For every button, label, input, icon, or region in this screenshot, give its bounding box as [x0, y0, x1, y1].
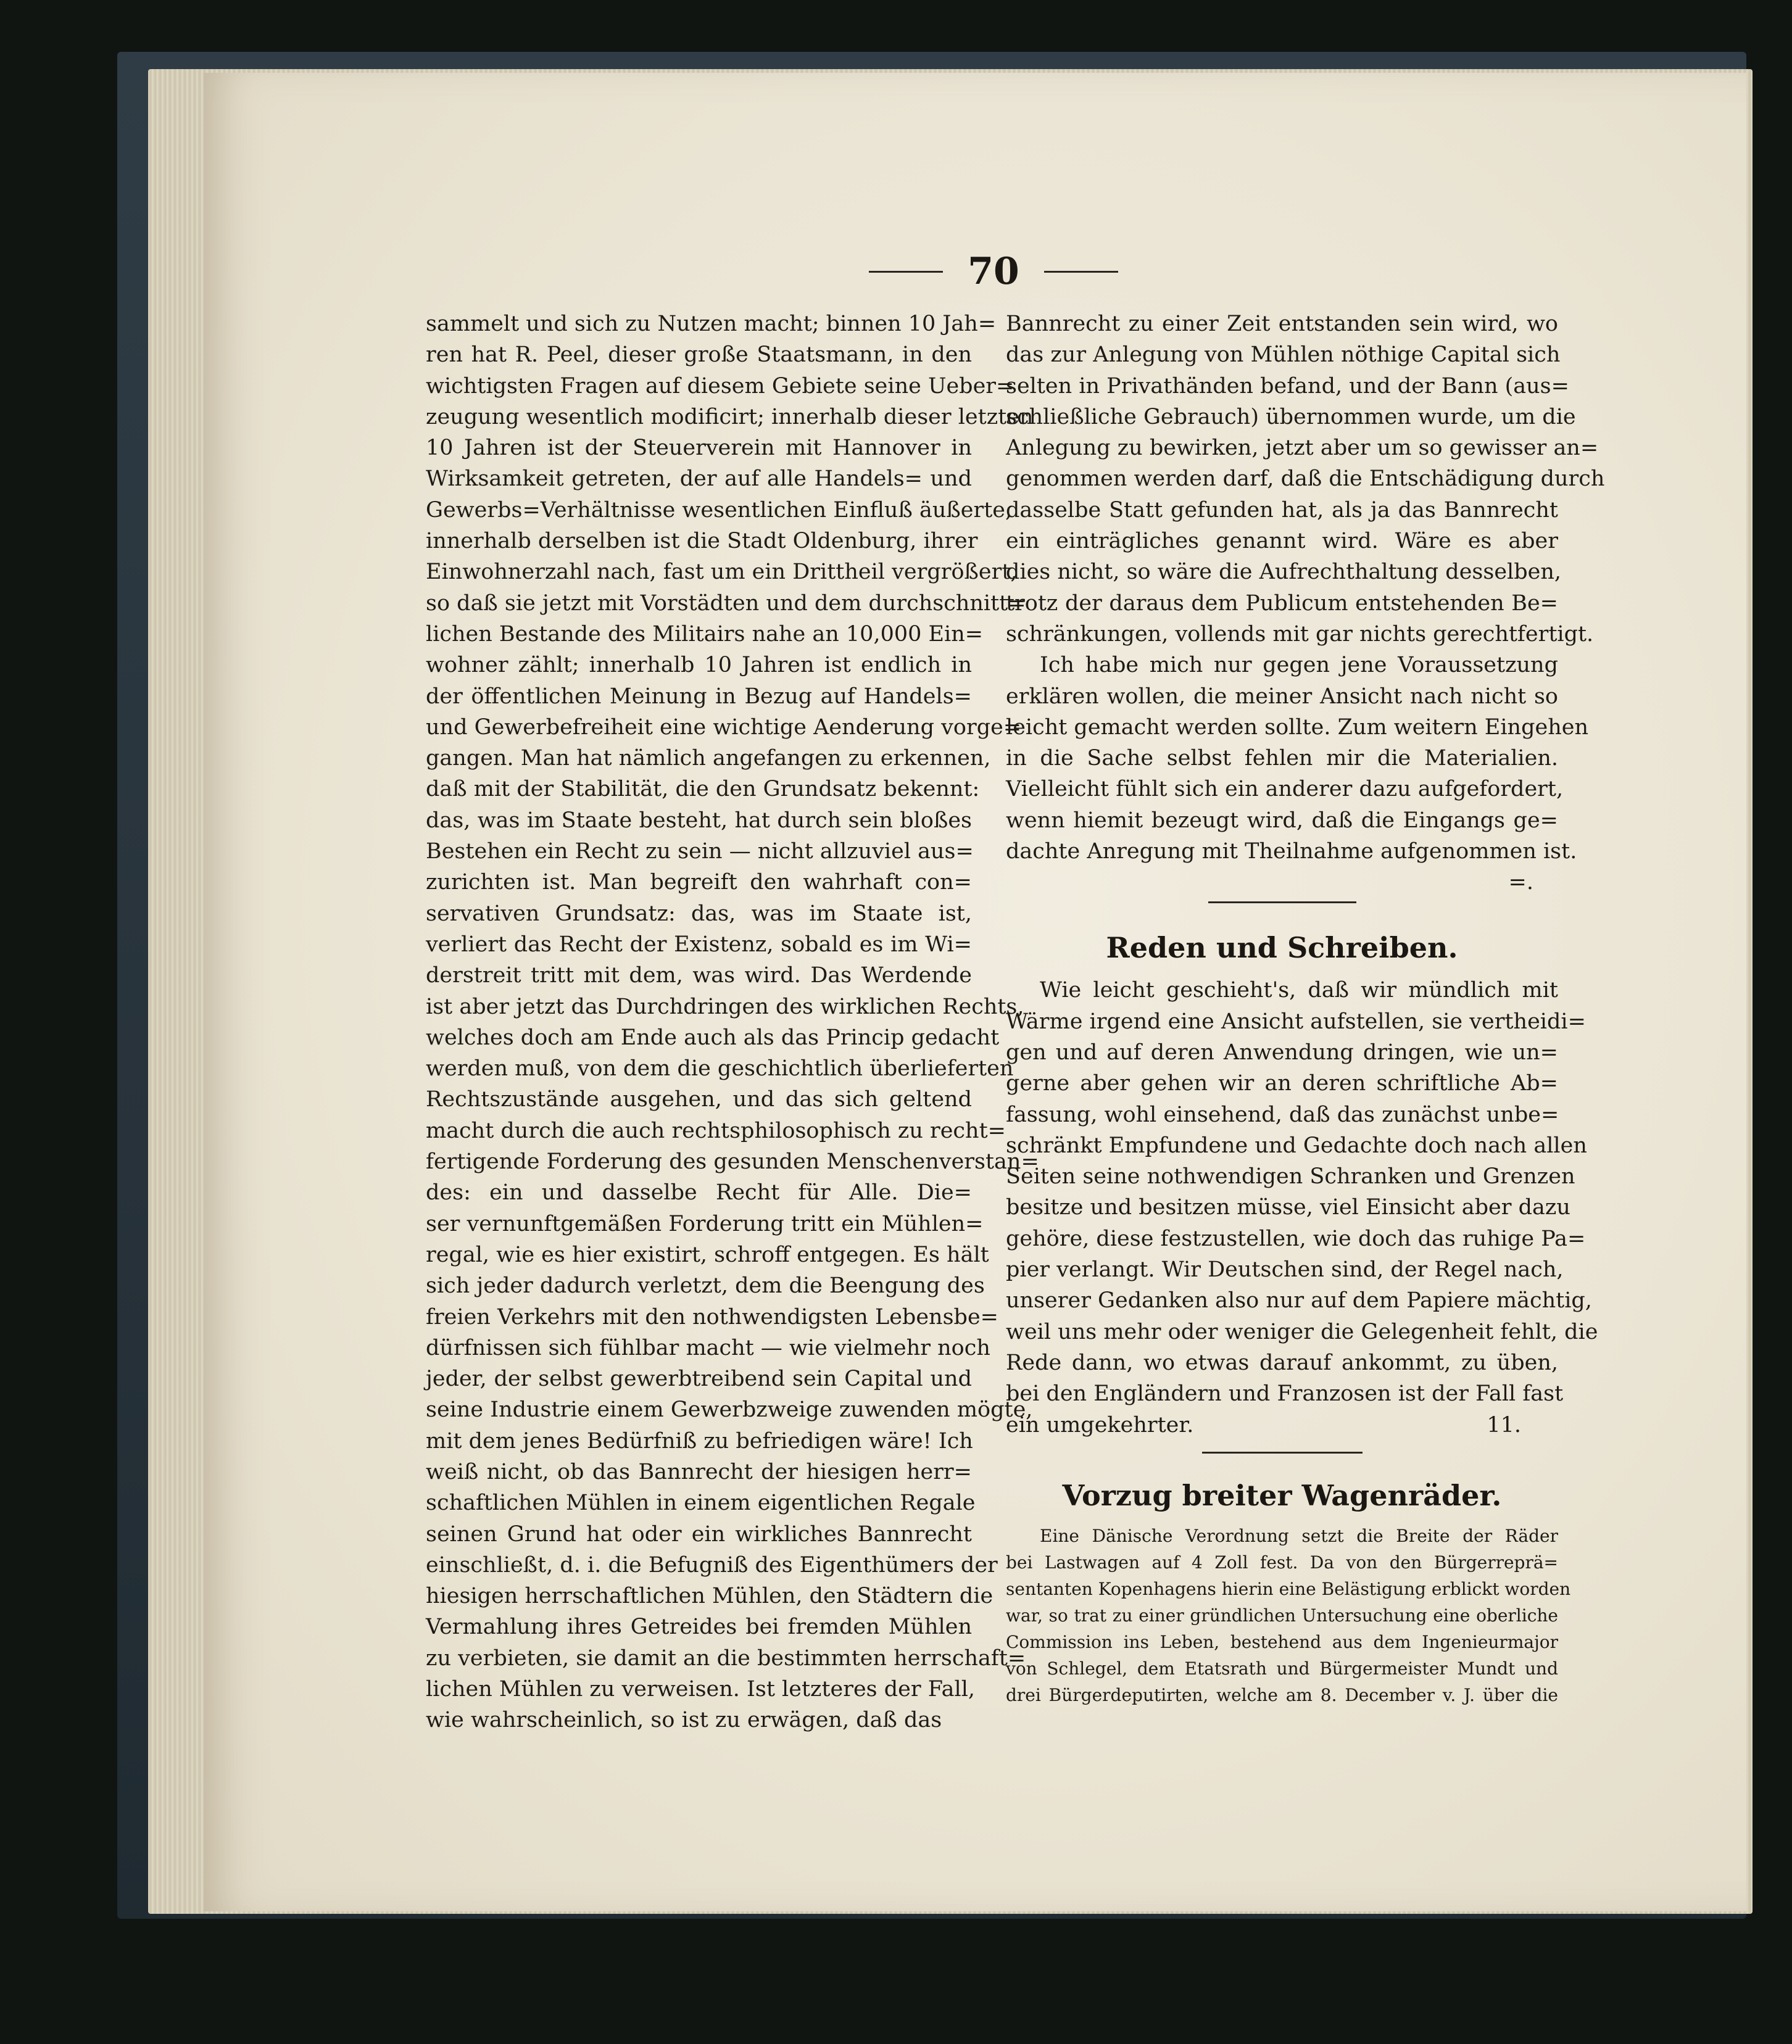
text-line: wichtigsten Fragen auf diesem Gebiete seine Ueber= — [426, 373, 1014, 399]
text-line: daß mit der Stabilität, die den Grundsatz bekennt: — [426, 777, 980, 802]
text-line: regal, wie es hier existirt, schroff entgegen. Es hält — [426, 1242, 989, 1267]
text-line: gehöre, diese festzustellen, wie doch das ruhige Pa= — [1006, 1226, 1586, 1251]
text-line: dürfnissen sich fühlbar macht — wie vielmehr noch — [426, 1335, 990, 1360]
text-line: Wärme irgend eine Ansicht aufstellen, sie vertheidi= — [1006, 1009, 1586, 1034]
text-line: pier verlangt. Wir Deutschen sind, der Regel nach, — [1006, 1257, 1564, 1283]
text-line: ein einträgliches genannt wird. Wäre es aber — [1006, 529, 1558, 554]
text-line: lichen Mühlen zu verweisen. Ist letzteres der Fall, — [426, 1677, 976, 1702]
text-line: dachte Anregung mit Theilnahme aufgenommen ist. — [1006, 839, 1577, 864]
text-line: zu verbieten, sie damit an die bestimmten herrschaft= — [426, 1645, 1026, 1671]
text-line: gangen. Man hat nämlich angefangen zu erkennen, — [426, 746, 991, 771]
text-line: wenn hiemit bezeugt wird, daß die Eingangs ge= — [1006, 808, 1558, 833]
text-line: Einwohnerzahl nach, fast um ein Drittheil vergrößert, — [426, 560, 1018, 585]
text-line: Eine Dänische Verordnung setzt die Breite der Räder — [1040, 1525, 1558, 1546]
text-line: sich jeder dadurch verletzt, dem die Beengung des — [426, 1273, 985, 1299]
text-line: drei Bürgerdeputirten, welche am 8. December v. J. über die — [1006, 1684, 1558, 1705]
text-line: jeder, der selbst gewerbtreibend sein Capital und — [426, 1367, 972, 1392]
text-line: seinen Grund hat oder ein wirkliches Bannrecht — [426, 1521, 972, 1547]
text-line: fertigende Forderung des gesunden Menschenverstan= — [426, 1149, 1039, 1175]
text-line: sammelt und sich zu Nutzen macht; binnen 10 Jah= — [426, 312, 997, 336]
text-line: wohner zählt; innerhalb 10 Jahren ist endlich in — [426, 653, 972, 678]
text-line: ren hat R. Peel, dieser große Staatsmann, in den — [426, 342, 972, 368]
text-line: Rede dann, wo etwas darauf ankommt, zu üben, — [1006, 1350, 1558, 1375]
text-line: Commission ins Leben, bestehend aus dem Ingenieurmajor — [1006, 1631, 1558, 1652]
text-line: macht durch die auch rechtsphilosophisch zu recht= — [426, 1118, 1006, 1143]
text-line: fassung, wohl einsehend, daß das zunächst unbe= — [1006, 1102, 1559, 1127]
heading-reden-und-schreiben: Reden und Schreiben. — [1106, 931, 1458, 965]
article-wagenraeder-text — [1006, 1523, 1571, 1708]
text-line: welches doch am Ende auch als das Princip gedacht — [426, 1025, 1000, 1050]
header-rule-left — [869, 271, 943, 273]
text-line: schränkt Empfundene und Gedachte doch nach allen — [1006, 1133, 1587, 1158]
text-line: bei Lastwagen auf 4 Zoll fest. Da von den Bürgerreprä= — [1006, 1552, 1558, 1573]
text-line: so daß sie jetzt mit Vorstädten und dem durchschnitt= — [426, 590, 1026, 616]
text-line: seine Industrie einem Gewerbzweige zuwenden mögte, — [426, 1397, 1033, 1423]
text-line: unserer Gedanken also nur auf dem Papiere mächtig, — [1006, 1288, 1592, 1314]
text-line: Wie leicht geschieht's, daß wir mündlich mit — [1040, 978, 1558, 1003]
separator-1 — [1208, 901, 1356, 903]
right-column — [1006, 308, 1605, 1708]
text-line: Ich habe mich nur gegen jene Voraussetzung — [1040, 653, 1558, 678]
text-line: gerne aber gehen wir an deren schriftliche Ab= — [1006, 1071, 1558, 1096]
text-line: Vermahlung ihres Getreides bei fremden Mühlen — [426, 1615, 972, 1640]
text-line: zeugung wesentlich modificirt; innerhalb dieser letzten — [426, 404, 1034, 429]
article-1-last-line — [1006, 1410, 1558, 1441]
text-line: servativen Grundsatz: das, was im Staate ist, — [426, 901, 972, 926]
text-line: weiß nicht, ob das Bannrecht der hiesigen herr= — [426, 1459, 972, 1484]
signature-1: =. — [1508, 870, 1533, 895]
text-line: weil uns mehr oder weniger die Gelegenheit fehlt, die — [1006, 1319, 1598, 1344]
continuation-text — [1006, 308, 1605, 867]
page-header — [827, 250, 1160, 293]
text-line: Bestehen ein Recht zu sein — nicht allzuviel aus= — [426, 839, 974, 864]
text-line: werden muß, von dem die geschichtlich überlieferten — [426, 1056, 1014, 1082]
text-line: schließliche Gebrauch) übernommen wurde, um die — [1006, 404, 1576, 429]
text-line: 10 Jahren ist der Steuerverein mit Hannover in — [426, 436, 972, 461]
text-line: das zur Anlegung von Mühlen nöthige Capital sich — [1006, 342, 1561, 368]
separator-2 — [1202, 1452, 1363, 1454]
text-line: schränkungen, vollends mit gar nichts gerechtfertigt. — [1006, 621, 1594, 647]
text-line: dies nicht, so wäre die Aufrechthaltung desselben, — [1006, 560, 1562, 585]
text-line: in die Sache selbst fehlen mir die Materialien. — [1006, 746, 1558, 771]
text-line: freien Verkehrs mit den nothwendigsten Lebensbe= — [426, 1304, 998, 1330]
text-line: wie wahrscheinlich, so ist zu erwägen, daß das — [426, 1708, 942, 1733]
left-column — [426, 308, 1039, 1736]
text-line: Gewerbs=Verhältnisse wesentlichen Einfluß äußerte, — [426, 497, 1013, 523]
text-line: dasselbe Statt gefunden hat, als ja das Bannrecht — [1006, 497, 1558, 523]
text-line: besitze und besitzen müsse, viel Einsicht aber dazu — [1006, 1195, 1570, 1220]
text-line: bei den Engländern und Franzosen ist der Fall fast — [1006, 1381, 1564, 1407]
text-line: Seiten seine nothwendigen Schranken und Grenzen — [1006, 1164, 1575, 1190]
text-line: zurichten ist. Man begreift den wahrhaft con= — [426, 870, 972, 895]
text-line: schaftlichen Mühlen in einem eigentlichen Regale — [426, 1491, 976, 1516]
text-line: einschließt, d. i. die Befugniß des Eigenthümers der — [426, 1552, 998, 1578]
text-line: und Gewerbefreiheit eine wichtige Aenderung vorge= — [426, 714, 1022, 740]
text-line: erklären wollen, die meiner Ansicht nach nicht so — [1006, 684, 1558, 709]
text-line: ist aber jetzt das Durchdringen des wirklichen Rechts, — [426, 994, 1024, 1019]
text-line: gen und auf deren Anwendung dringen, wie un= — [1006, 1040, 1558, 1065]
text-line: von Schlegel, dem Etatsrath und Bürgermeister Mundt und — [1006, 1658, 1558, 1679]
text-line: das, was im Staate besteht, hat durch sein bloßes — [426, 808, 972, 833]
text-line: Wirksamkeit getreten, der auf alle Handels= und — [426, 466, 972, 492]
signature-2: 11. — [1487, 1412, 1521, 1438]
text-line: Vielleicht fühlt sich ein anderer dazu aufgefordert, — [1006, 777, 1564, 802]
text-line: selten in Privathänden befand, und der Bann (aus= — [1006, 373, 1569, 399]
heading-vorzug-breiter-wagenraeder: Vorzug breiter Wagenräder. — [1062, 1478, 1502, 1512]
page-number: 70 — [968, 250, 1019, 293]
text-line: sentanten Kopenhagens hierin eine Belästigung erblickt worden — [1006, 1578, 1571, 1599]
text-line: innerhalb derselben ist die Stadt Oldenburg, ihrer — [426, 529, 978, 554]
text-line: derstreit tritt mit dem, was wird. Das Werdende — [426, 963, 972, 988]
text-line: war, so trat zu einer gründlichen Untersuchung eine oberliche — [1006, 1605, 1558, 1626]
text-line: verliert das Recht der Existenz, sobald es im Wi= — [426, 932, 972, 957]
header-rule-right — [1044, 271, 1118, 273]
text-line: leicht gemacht werden sollte. Zum weitern Eingehen — [1006, 714, 1588, 740]
text-line: trotz der daraus dem Publicum entstehenden Be= — [1006, 590, 1558, 616]
text-line: mit dem jenes Bedürfniß zu befriedigen wäre! Ich — [426, 1428, 973, 1454]
article-reden-text — [1006, 975, 1598, 1409]
text-line: hiesigen herrschaftlichen Mühlen, den Städtern die — [426, 1584, 993, 1609]
text-line: ser vernunftgemäßen Forderung tritt ein Mühlen= — [426, 1211, 984, 1236]
text-line: Bannrecht zu einer Zeit entstanden sein wird, wo — [1006, 312, 1558, 336]
text-line: Anlegung zu bewirken, jetzt aber um so gewisser an= — [1006, 436, 1599, 461]
text-line: des: ein und dasselbe Recht für Alle. Die= — [426, 1180, 972, 1206]
text-line: Rechtszustände ausgehen, und das sich geltend — [426, 1087, 972, 1112]
text-line: lichen Bestande des Militairs nahe an 10,000 Ein= — [426, 621, 984, 647]
text-line: der öffentlichen Meinung in Bezug auf Handels= — [426, 684, 972, 709]
article-1-last-text: ein umgekehrter. — [1006, 1412, 1194, 1438]
text-line: genommen werden darf, daß die Entschädigung durch — [1006, 466, 1605, 492]
